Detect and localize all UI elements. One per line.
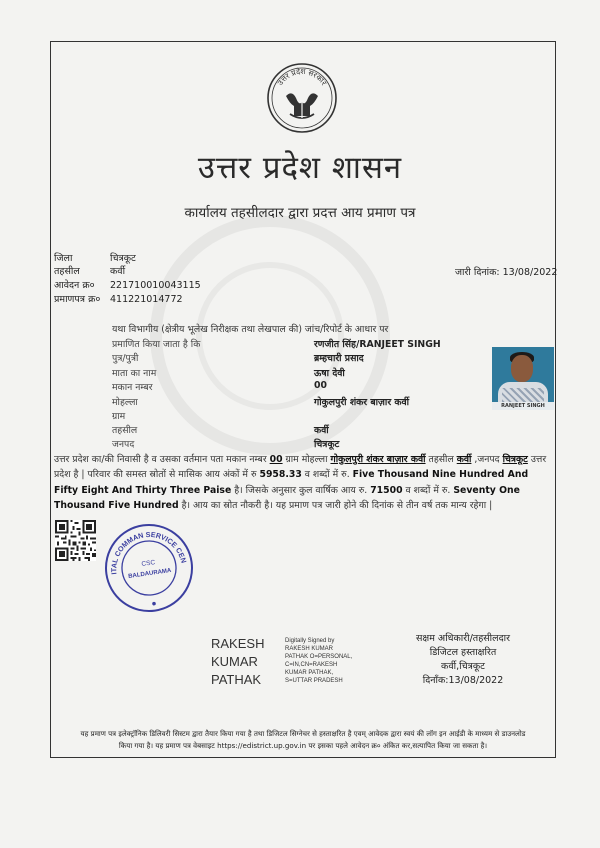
para-annual-words: Seventy One Thousand Five Hundred bbox=[54, 484, 520, 511]
para-text: तहसील bbox=[425, 454, 457, 465]
row-label: मोहल्ला bbox=[112, 397, 138, 408]
applicant-name: रणजीत सिंह/RANJEET SINGH bbox=[314, 339, 441, 350]
applicant-photo bbox=[492, 347, 554, 410]
dsig-line: KUMAR PATHAK, bbox=[285, 670, 334, 676]
para-text: ग्राम मोहल्ला bbox=[282, 454, 331, 465]
dsig-line: S=UTTAR PRADESH bbox=[285, 678, 343, 684]
dsig-line: C=IN,CN=RAKESH bbox=[285, 662, 338, 668]
dsig-line: RAKESH KUMAR bbox=[285, 646, 334, 652]
tehsil-value: कर्वी bbox=[110, 266, 126, 277]
footer-line: यह प्रमाण पत्र इलेक्ट्रॉनिक डिलिवरी सिस्टम द्वारा तैयार किया गया है तथा डिजिटल सिग्नेचर से हस्ताक्षरित है एवम् आवेदक द्वारा स्वयं की लॉग इन आईडी के माध्यम से डाउनलोड bbox=[80, 729, 526, 738]
application-label: आवेदन क्र० bbox=[54, 280, 95, 291]
application-row bbox=[54, 278, 201, 291]
row-label: जनपद bbox=[112, 439, 135, 450]
district-value: चित्रकूट bbox=[110, 253, 136, 264]
para-locality: गोकुलपुरी शंकर बाज़ार कर्वी bbox=[330, 454, 426, 465]
issue-date: जारी दिनांक: 13/08/2022 bbox=[455, 267, 558, 278]
document-subtitle: कार्यालय तहसीलदार द्वारा प्रदत्त आय प्रमाण पत्र bbox=[184, 205, 416, 221]
para-text: व शब्दों में रु. bbox=[301, 469, 353, 481]
district-label: जिला bbox=[54, 253, 73, 264]
para-tehsil: कर्वी bbox=[456, 454, 472, 465]
row-label: तहसील bbox=[112, 425, 138, 436]
certificate-label: प्रमाणपत्र क्र० bbox=[54, 294, 101, 305]
svg-text:DIGITAL COMMAN SERVICE CENTER: DIGITAL COMMAN SERVICE CENTER bbox=[109, 529, 189, 575]
para-text: व शब्दों में रु. bbox=[402, 484, 454, 496]
house-number: 00 bbox=[314, 380, 327, 391]
para-annual-income: 71500 bbox=[370, 484, 403, 496]
para-text: है। जिसके अनुसार कुल वार्षिक आय रु. bbox=[231, 484, 371, 496]
svg-text:BALDAURAMA: BALDAURAMA bbox=[127, 567, 172, 580]
certificate-number: 411221014772 bbox=[110, 294, 183, 305]
para-text: ,जनपद bbox=[471, 454, 500, 465]
footer-line: किया गया है। यह प्रमाण पत्र वेबसाइट https://edistrict.up.gov.in पर इसका पहले आवेदन क्र० अंकित कर,सत्यापित किया जा सकता है। bbox=[118, 741, 488, 750]
tehsil-row bbox=[54, 264, 125, 277]
row-label: माता का नाम bbox=[112, 368, 157, 379]
authority-line: सक्षम अधिकारी/तहसीलदार bbox=[416, 633, 510, 644]
authority-line: कर्वी,चित्रकूट bbox=[441, 661, 485, 672]
locality: गोकुलपुरी शंकर बाज़ार कर्वी bbox=[314, 397, 410, 408]
para-text: उत्तर प्रदेश है | परिवार की समस्त स्रोतों से मासिक आय अंकों में रु bbox=[54, 454, 547, 481]
certificate-row bbox=[54, 292, 183, 305]
signer-name-line: RAKESH bbox=[211, 636, 265, 651]
issuing-authority bbox=[390, 632, 536, 688]
signer-name-line: PATHAK bbox=[211, 672, 262, 687]
qr-code-icon bbox=[55, 520, 96, 561]
father-name: ब्रम्हचारी प्रसाद bbox=[314, 353, 364, 364]
authority-date: दिनाँक:13/08/2022 bbox=[422, 675, 504, 686]
para-district: चित्रकूट bbox=[502, 454, 528, 465]
digital-signature-details bbox=[285, 637, 375, 685]
svg-text:उत्तर प्रदेश सरकार: उत्तर प्रदेश सरकार bbox=[275, 66, 329, 87]
para-house: 00 bbox=[269, 454, 283, 465]
para-text: है। आय का स्रोत नौकरी है। यह प्रमाण पत्र जारी होने की दिनांक से तीन वर्ष तक मान्य रहेगा | bbox=[178, 499, 493, 511]
svg-text:CSC: CSC bbox=[141, 559, 156, 568]
document-title: उत्तर प्रदेश शासन bbox=[197, 150, 403, 186]
signer-name bbox=[211, 635, 264, 689]
application-number: 221710010043115 bbox=[110, 280, 201, 291]
mother-name: ऊषा देवी bbox=[314, 368, 345, 379]
authority-line: डिजिटल हस्ताक्षरित bbox=[429, 647, 497, 658]
row-label: ग्राम bbox=[112, 411, 126, 422]
tehsil-label: तहसील bbox=[54, 266, 80, 277]
row-label: पुत्र/पुत्री bbox=[112, 353, 139, 364]
photo-caption: RANJEET SINGH bbox=[492, 402, 554, 410]
para-monthly-words: Five Thousand Nine Hundred And Fifty Eight And Thirty Three Paise bbox=[54, 469, 529, 496]
para-text: उत्तर प्रदेश का/की निवासी है व उसका वर्तमान पता मकान नम्बर bbox=[54, 454, 270, 465]
state-emblem-icon bbox=[266, 62, 338, 134]
row-label: प्रमाणित किया जाता है कि bbox=[112, 339, 201, 350]
footer-note bbox=[54, 728, 552, 752]
row-label: मकान नम्बर bbox=[112, 382, 153, 393]
district-name: चित्रकूट bbox=[314, 439, 340, 450]
district-row bbox=[54, 251, 136, 264]
dsig-line: Digitally Signed by bbox=[285, 638, 335, 644]
intro-line: यथा विभागीय (क्षेत्रीय भूलेख निरीक्षक तथा लेखपाल की) जांच/रिपोर्ट के आधार पर bbox=[112, 324, 389, 335]
dsig-line: PATHAK O=PERSONAL, bbox=[285, 654, 353, 660]
signer-name-line: KUMAR bbox=[211, 654, 258, 669]
csc-seal-stamp bbox=[104, 523, 194, 613]
tehsil-name: कर्वी bbox=[314, 425, 329, 436]
para-monthly-income: 5958.33 bbox=[259, 469, 302, 481]
certificate-paragraph bbox=[54, 452, 552, 513]
